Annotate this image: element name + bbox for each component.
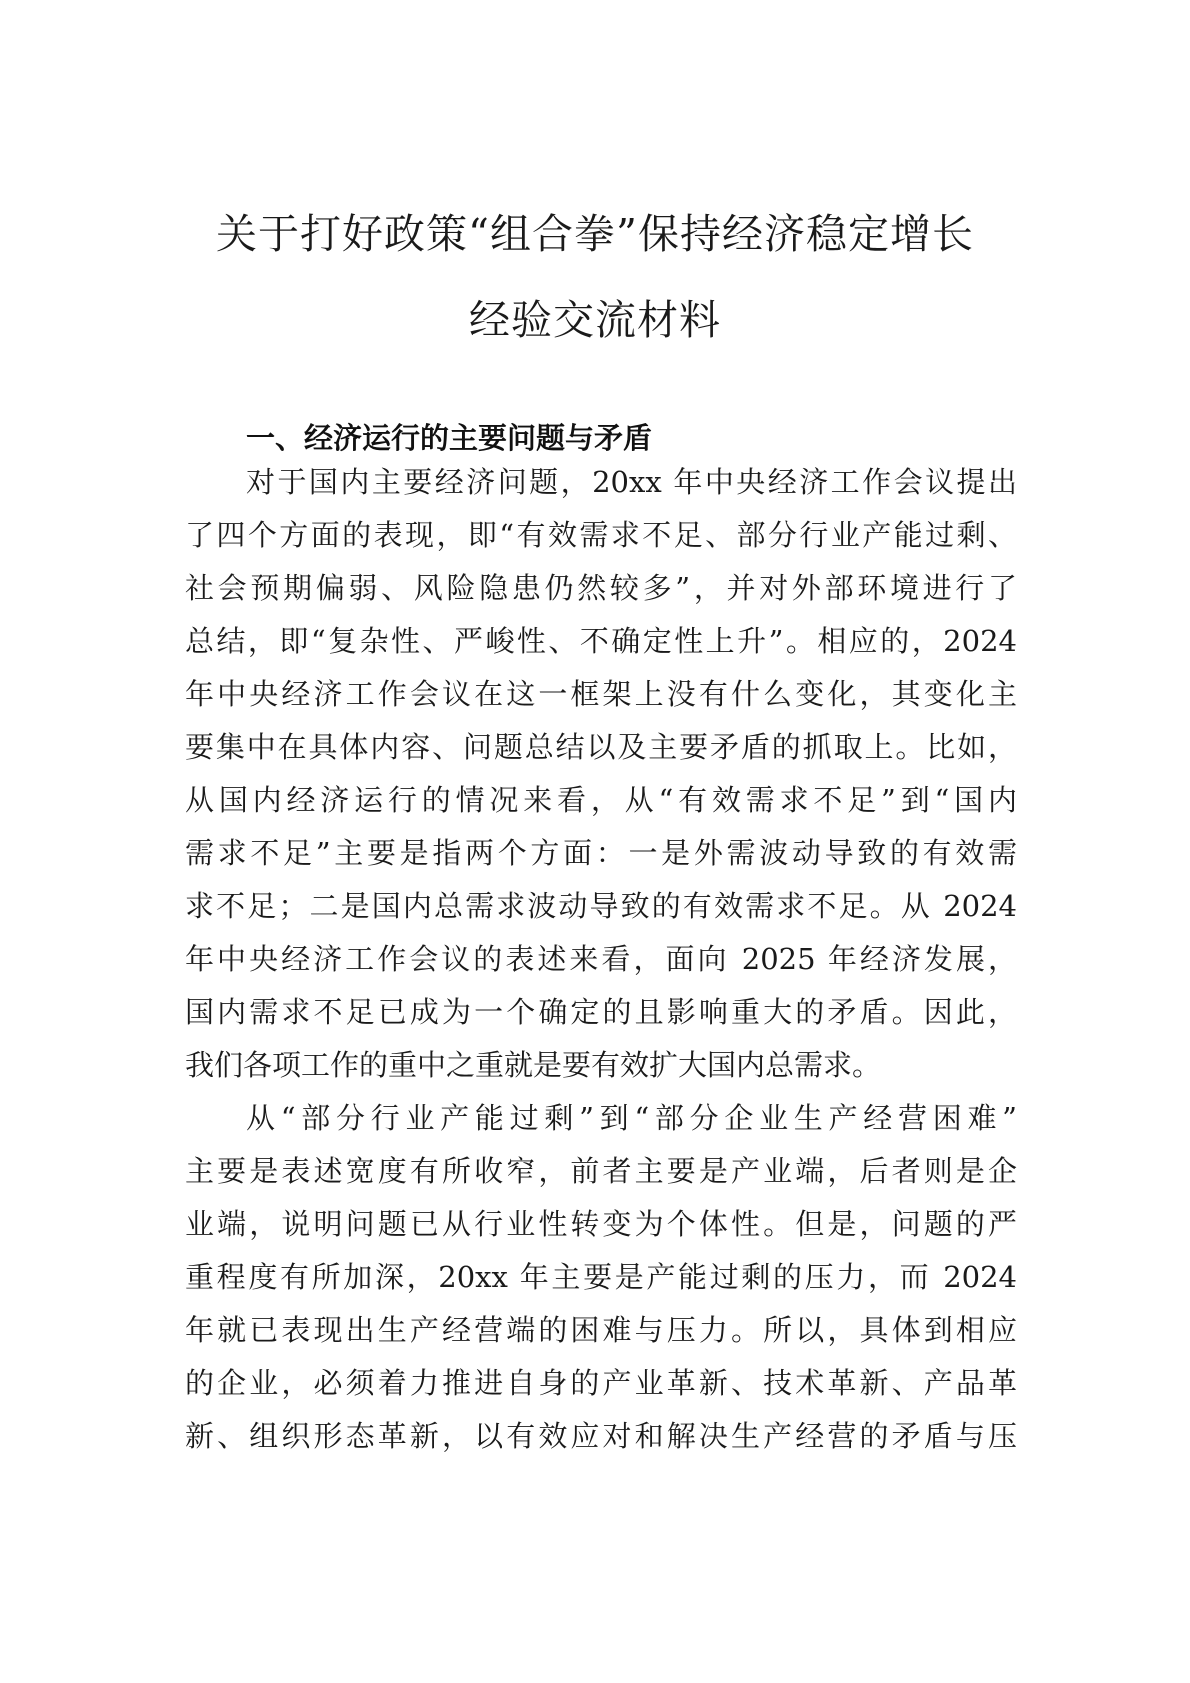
paragraph-1-line: 对于国内主要经济问题，20xx 年中央经济工作会议提出 bbox=[246, 465, 1017, 499]
paragraph-1-line: 从国内经济运行的情况来看，从“有效需求不足”到“国内 bbox=[185, 783, 1017, 817]
document-title-line-2: 经验交流材料 bbox=[469, 296, 721, 344]
paragraph-1-line: 要集中在具体内容、问题总结以及主要矛盾的抓取上。比如， bbox=[185, 730, 1017, 764]
document-title-line-1: 关于打好政策“组合拳”保持经济稳定增长 bbox=[216, 210, 974, 258]
paragraph-1-line: 国内需求不足已成为一个确定的且影响重大的矛盾。因此， bbox=[185, 995, 1017, 1029]
paragraph-1-line: 我们各项工作的重中之重就是要有效扩大国内总需求。 bbox=[185, 1048, 882, 1082]
paragraph-2-line: 业端，说明问题已从行业性转变为个体性。但是，问题的严 bbox=[185, 1207, 1017, 1241]
paragraph-1-line: 总结，即“复杂性、严峻性、不确定性上升”。相应的，2024 bbox=[185, 624, 1017, 658]
paragraph-2-line: 重程度有所加深，20xx 年主要是产能过剩的压力，而 2024 bbox=[185, 1260, 1017, 1294]
paragraph-2-line: 主要是表述宽度有所收窄，前者主要是产业端，后者则是企 bbox=[185, 1154, 1017, 1188]
paragraph-2-line: 新、组织形态革新，以有效应对和解决生产经营的矛盾与压 bbox=[185, 1419, 1017, 1453]
section-heading: 一、经济运行的主要问题与矛盾 bbox=[246, 421, 653, 455]
paragraph-1-line: 年中央经济工作会议在这一框架上没有什么变化，其变化主 bbox=[185, 677, 1017, 711]
paragraph-2-line: 从“部分行业产能过剩”到“部分企业生产经营困难” bbox=[246, 1101, 1017, 1135]
paragraph-1-line: 了四个方面的表现，即“有效需求不足、部分行业产能过剩、 bbox=[185, 518, 1017, 552]
paragraph-1-line: 需求不足”主要是指两个方面：一是外需波动导致的有效需 bbox=[185, 836, 1017, 870]
paragraph-2-line: 年就已表现出生产经营端的困难与压力。所以，具体到相应 bbox=[185, 1313, 1017, 1347]
paragraph-2-line: 的企业，必须着力推进自身的产业革新、技术革新、产品革 bbox=[185, 1366, 1017, 1400]
paragraph-1-line: 社会预期偏弱、风险隐患仍然较多”，并对外部环境进行了 bbox=[185, 571, 1017, 605]
paragraph-1-line: 求不足；二是国内总需求波动导致的有效需求不足。从 2024 bbox=[185, 889, 1017, 923]
paragraph-1-line: 年中央经济工作会议的表述来看，面向 2025 年经济发展， bbox=[185, 942, 1017, 976]
